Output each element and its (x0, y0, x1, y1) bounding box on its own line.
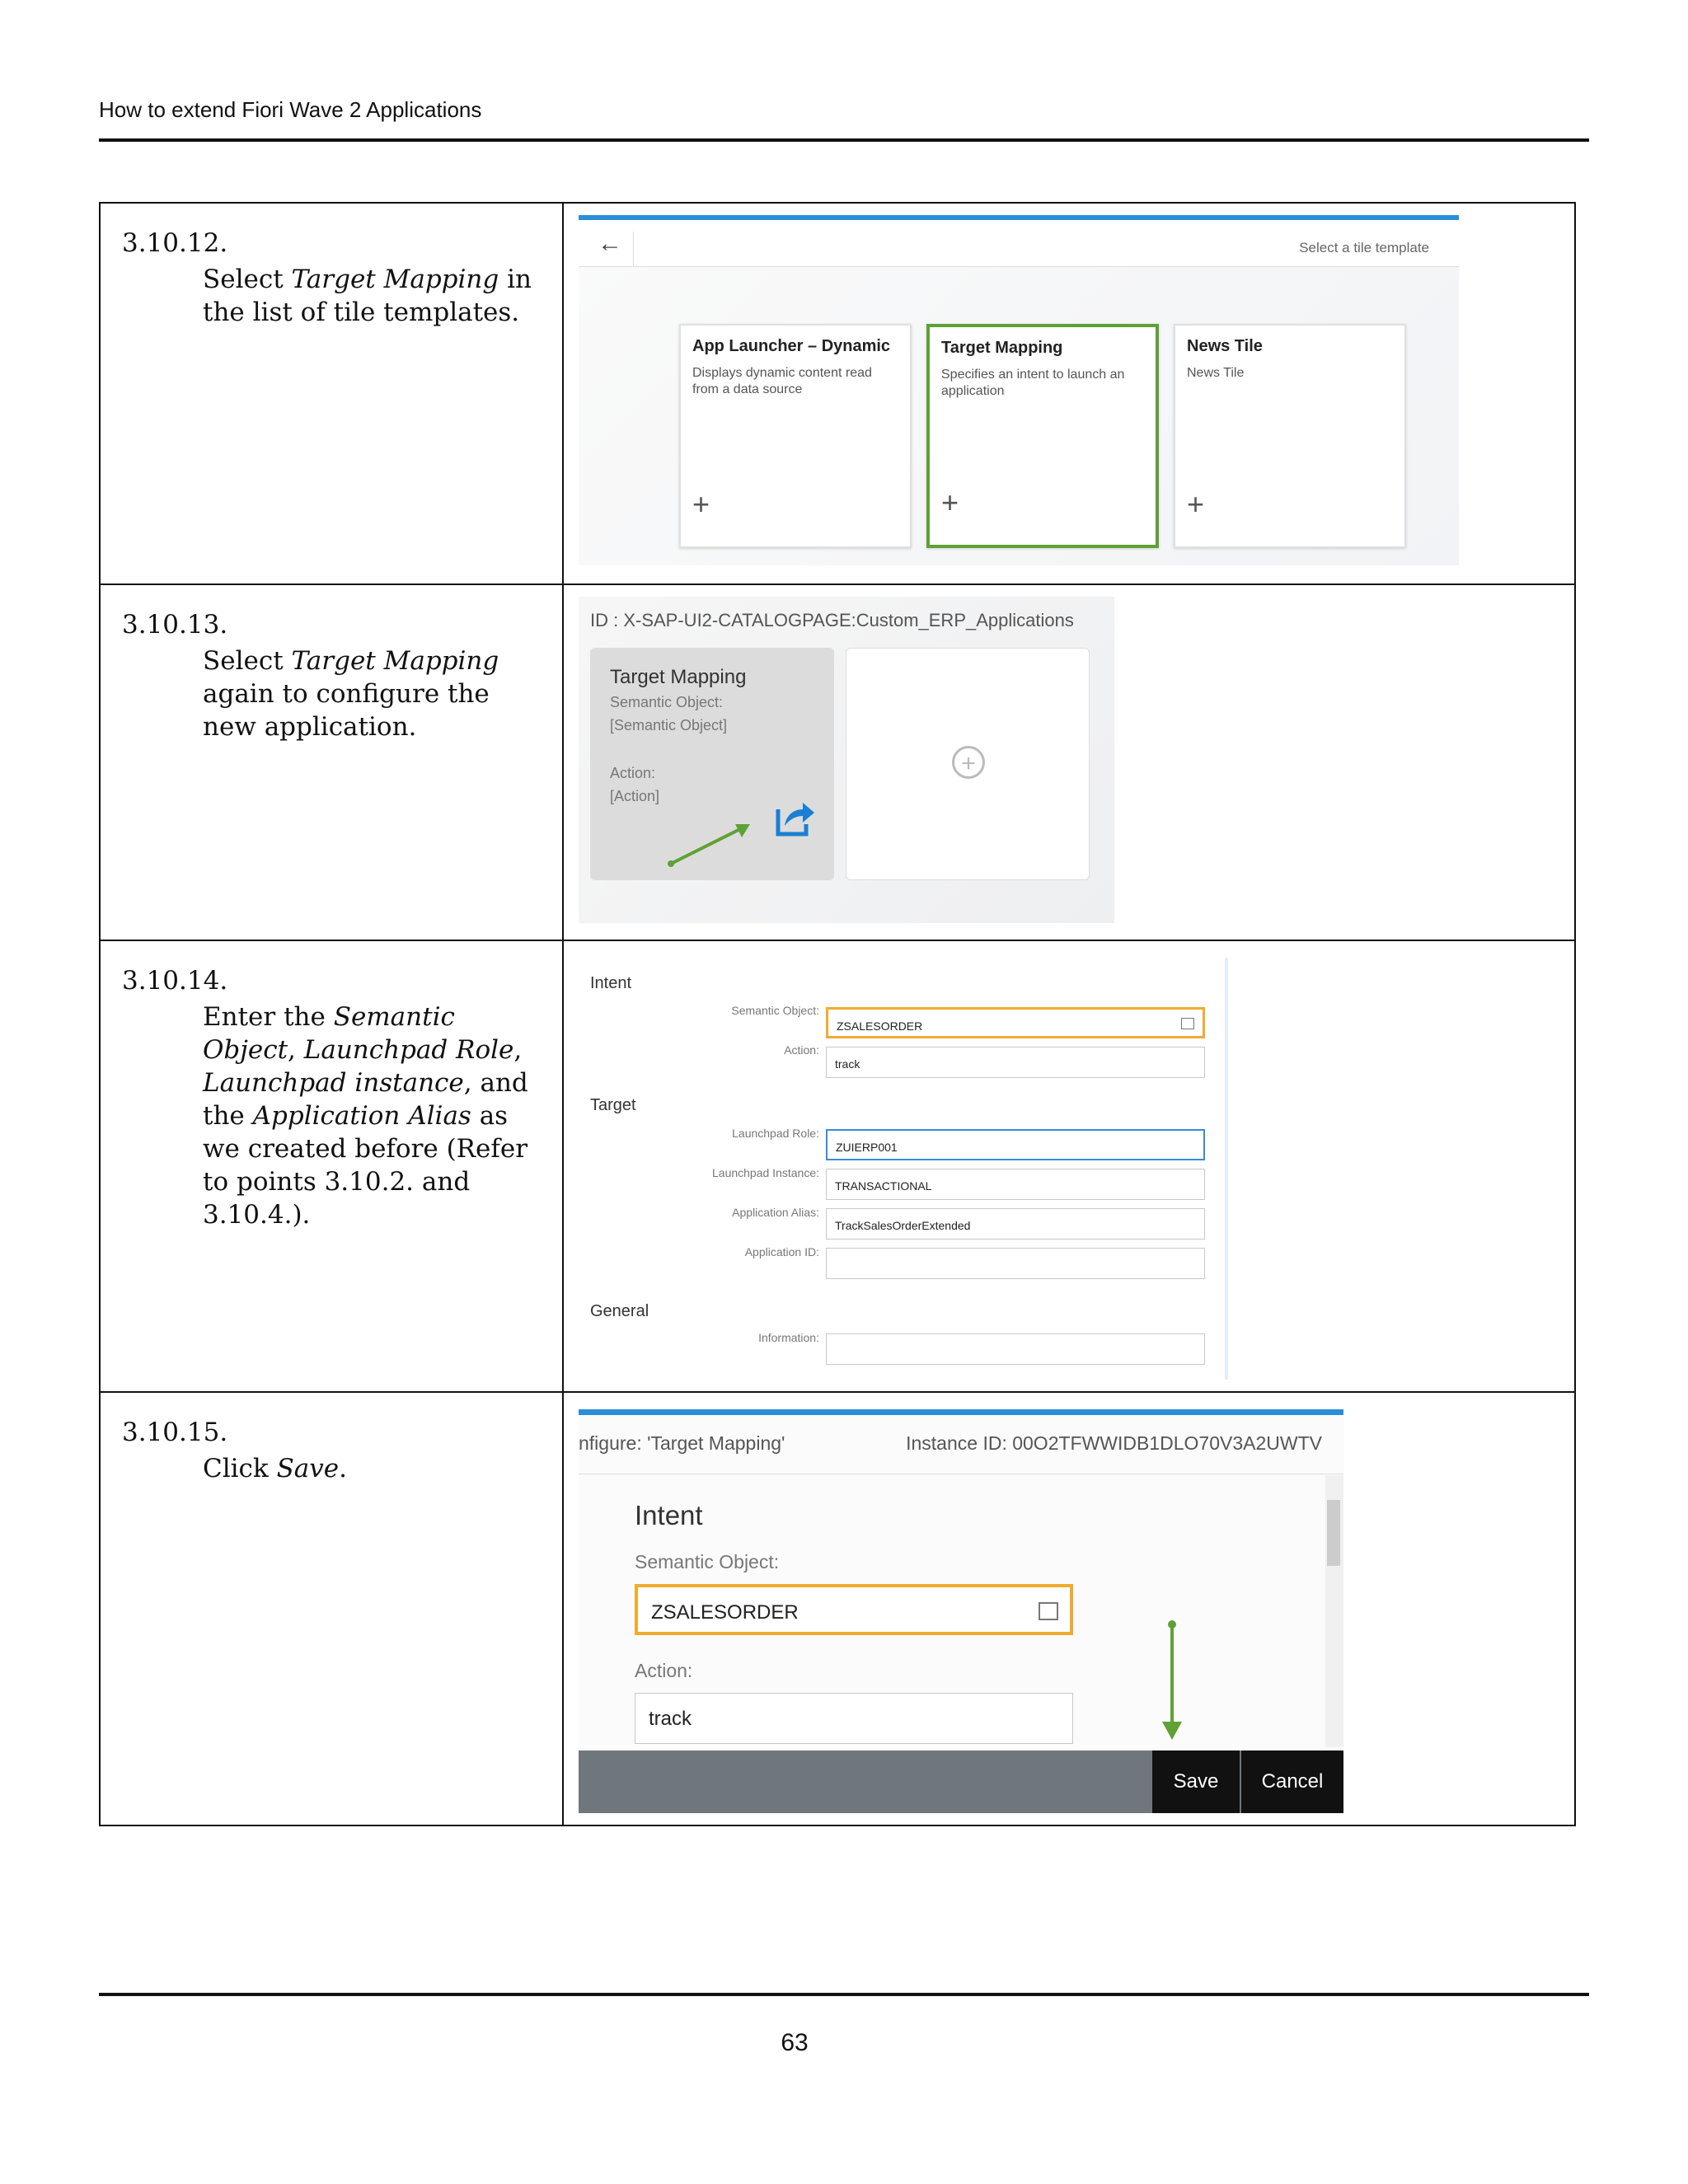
value-help-icon[interactable] (1039, 1602, 1058, 1620)
action-field[interactable] (635, 1693, 1073, 1744)
description-text: as we created before (Refer to points 3.10.2. and 3.10.4.). (203, 1101, 528, 1230)
description-text: Enter the (203, 1002, 334, 1032)
tile-description: Specifies an intent to launch an application (941, 368, 1125, 398)
step-number: 3.10.14. (122, 966, 228, 996)
step-screenshot-cell (563, 1392, 1575, 1825)
field-value: TrackSalesOrderExtended (835, 1219, 971, 1232)
field-value: ZSALESORDER (837, 1019, 923, 1033)
save-button[interactable]: Save (1152, 1750, 1240, 1813)
section-intent: Intent (590, 974, 632, 992)
action-label: Action: (784, 1043, 819, 1057)
semantic-object-label: Semantic Object: (635, 1551, 780, 1572)
step-number: 3.10.12. (122, 228, 228, 258)
catalog-id: ID : X-SAP-UI2-CATALOGPAGE:Custom_ERP_Applications (590, 610, 1074, 630)
application-id-field[interactable] (826, 1248, 1205, 1279)
description-text: , and the (203, 1068, 528, 1131)
launchpad-role-field[interactable] (826, 1129, 1205, 1160)
field-value: ZSALESORDER (651, 1601, 799, 1624)
action-value: [Action] (610, 788, 660, 804)
header-rule (99, 138, 1589, 142)
add-circle-icon: + (952, 746, 985, 779)
plus-icon: + (941, 485, 959, 519)
tile-news-tile[interactable] (1174, 324, 1406, 548)
share-icon[interactable] (773, 796, 816, 839)
field-value: track (649, 1708, 692, 1730)
green-pointer-arrow-icon (664, 813, 755, 870)
add-tile[interactable] (846, 648, 1090, 880)
tile-target-mapping[interactable] (926, 324, 1159, 548)
tile-title: Target Mapping (610, 666, 747, 688)
plus-icon: + (692, 487, 710, 521)
tile-description: Displays dynamic content read from a data source (692, 366, 872, 396)
field-value: TRANSACTIONAL (835, 1179, 932, 1193)
back-arrow-icon[interactable]: ← (587, 232, 634, 266)
section-general: General (590, 1302, 649, 1320)
steps-table (99, 202, 1576, 1826)
action-field[interactable] (826, 1047, 1205, 1078)
section-intent: Intent (635, 1500, 703, 1530)
step-row (100, 203, 1575, 584)
semantic-object-value: [Semantic Object] (610, 717, 728, 733)
nav-title: Select a tile template (1299, 240, 1429, 255)
description-text: . (339, 1454, 347, 1483)
step-row (100, 1392, 1575, 1825)
step-description (101, 1449, 562, 1485)
application-alias-field[interactable] (826, 1208, 1205, 1240)
launchpad-instance-field[interactable] (826, 1169, 1205, 1200)
document-header-title: How to extend Fiori Wave 2 Applications (99, 97, 482, 122)
information-field[interactable] (826, 1333, 1205, 1365)
step-description (101, 997, 562, 1231)
scrollbar-thumb[interactable] (1327, 1500, 1340, 1566)
plus-icon: + (1187, 487, 1205, 521)
action-label: Action: (610, 765, 656, 781)
emphasis-text: Save (276, 1454, 340, 1483)
target-mapping-tile[interactable] (590, 648, 834, 880)
step-text-cell (100, 584, 563, 940)
emphasis-text: Application Alias (252, 1101, 471, 1131)
semantic-object-field[interactable] (635, 1584, 1073, 1635)
description-text: , (513, 1035, 523, 1065)
nav-bar (579, 220, 1459, 267)
section-target: Target (590, 1096, 636, 1114)
configure-dialog (579, 1409, 1343, 1813)
action-label: Action: (635, 1660, 693, 1681)
value-help-icon[interactable] (1181, 1018, 1194, 1029)
application-alias-label: Application Alias: (732, 1206, 819, 1219)
semantic-object-field[interactable] (826, 1007, 1205, 1038)
emphasis-text: Target Mapping (291, 646, 499, 676)
tile-title: Target Mapping (941, 339, 1063, 357)
tile-title: News Tile (1187, 337, 1263, 355)
step-row (100, 584, 1575, 940)
step-description (101, 641, 562, 743)
step-number: 3.10.13. (122, 610, 228, 640)
tile-title: App Launcher – Dynamic (692, 337, 891, 355)
emphasis-text: Semantic Object (203, 1002, 455, 1065)
semantic-object-label: Semantic Object: (610, 694, 724, 710)
cancel-button[interactable]: Cancel (1241, 1750, 1343, 1813)
tile-app-launcher-dynamic[interactable] (679, 324, 912, 548)
tile-template-screen (579, 215, 1459, 565)
application-id-label: Application ID: (744, 1245, 819, 1258)
catalog-screen (579, 597, 1114, 923)
launchpad-role-label: Launchpad Role: (732, 1127, 819, 1140)
step-screenshot-cell (563, 203, 1575, 584)
step-description (101, 260, 562, 329)
instance-id: Instance ID: 00O2TFWWIDB1DLO70V3A2UWTV (906, 1432, 1322, 1454)
shell-accent-bar (579, 1409, 1343, 1415)
description-text: Select (203, 646, 292, 676)
field-value: ZUIERP001 (836, 1141, 898, 1154)
description-text: again to configure the new application. (203, 679, 490, 742)
page-number: 63 (781, 2029, 809, 2056)
configuration-form (579, 958, 1228, 1380)
step-screenshot-cell (563, 584, 1575, 940)
tile-description: News Tile (1187, 366, 1245, 380)
description-text: in the list of tile templates. (203, 265, 532, 327)
step-row (100, 940, 1575, 1392)
step-text-cell (100, 1392, 563, 1825)
dialog-title: nfigure: 'Target Mapping' (579, 1432, 785, 1454)
description-text: Select (203, 265, 292, 294)
step-text-cell (100, 203, 563, 584)
description-text: Click (203, 1454, 277, 1483)
step-text-cell (100, 940, 563, 1392)
field-value: track (835, 1057, 860, 1071)
step-number: 3.10.15. (122, 1418, 228, 1447)
green-pointer-arrow-icon (1156, 1619, 1189, 1743)
semantic-object-label: Semantic Object: (731, 1004, 819, 1017)
emphasis-text: Target Mapping (291, 265, 499, 294)
description-text: , (288, 1035, 304, 1065)
step-screenshot-cell (563, 940, 1575, 1392)
emphasis-text: Launchpad instance (203, 1068, 464, 1098)
emphasis-text: Launchpad Role (303, 1035, 514, 1065)
footer-rule (99, 1993, 1589, 1996)
information-label: Information: (758, 1331, 819, 1344)
launchpad-instance-label: Launchpad Instance: (712, 1166, 819, 1179)
